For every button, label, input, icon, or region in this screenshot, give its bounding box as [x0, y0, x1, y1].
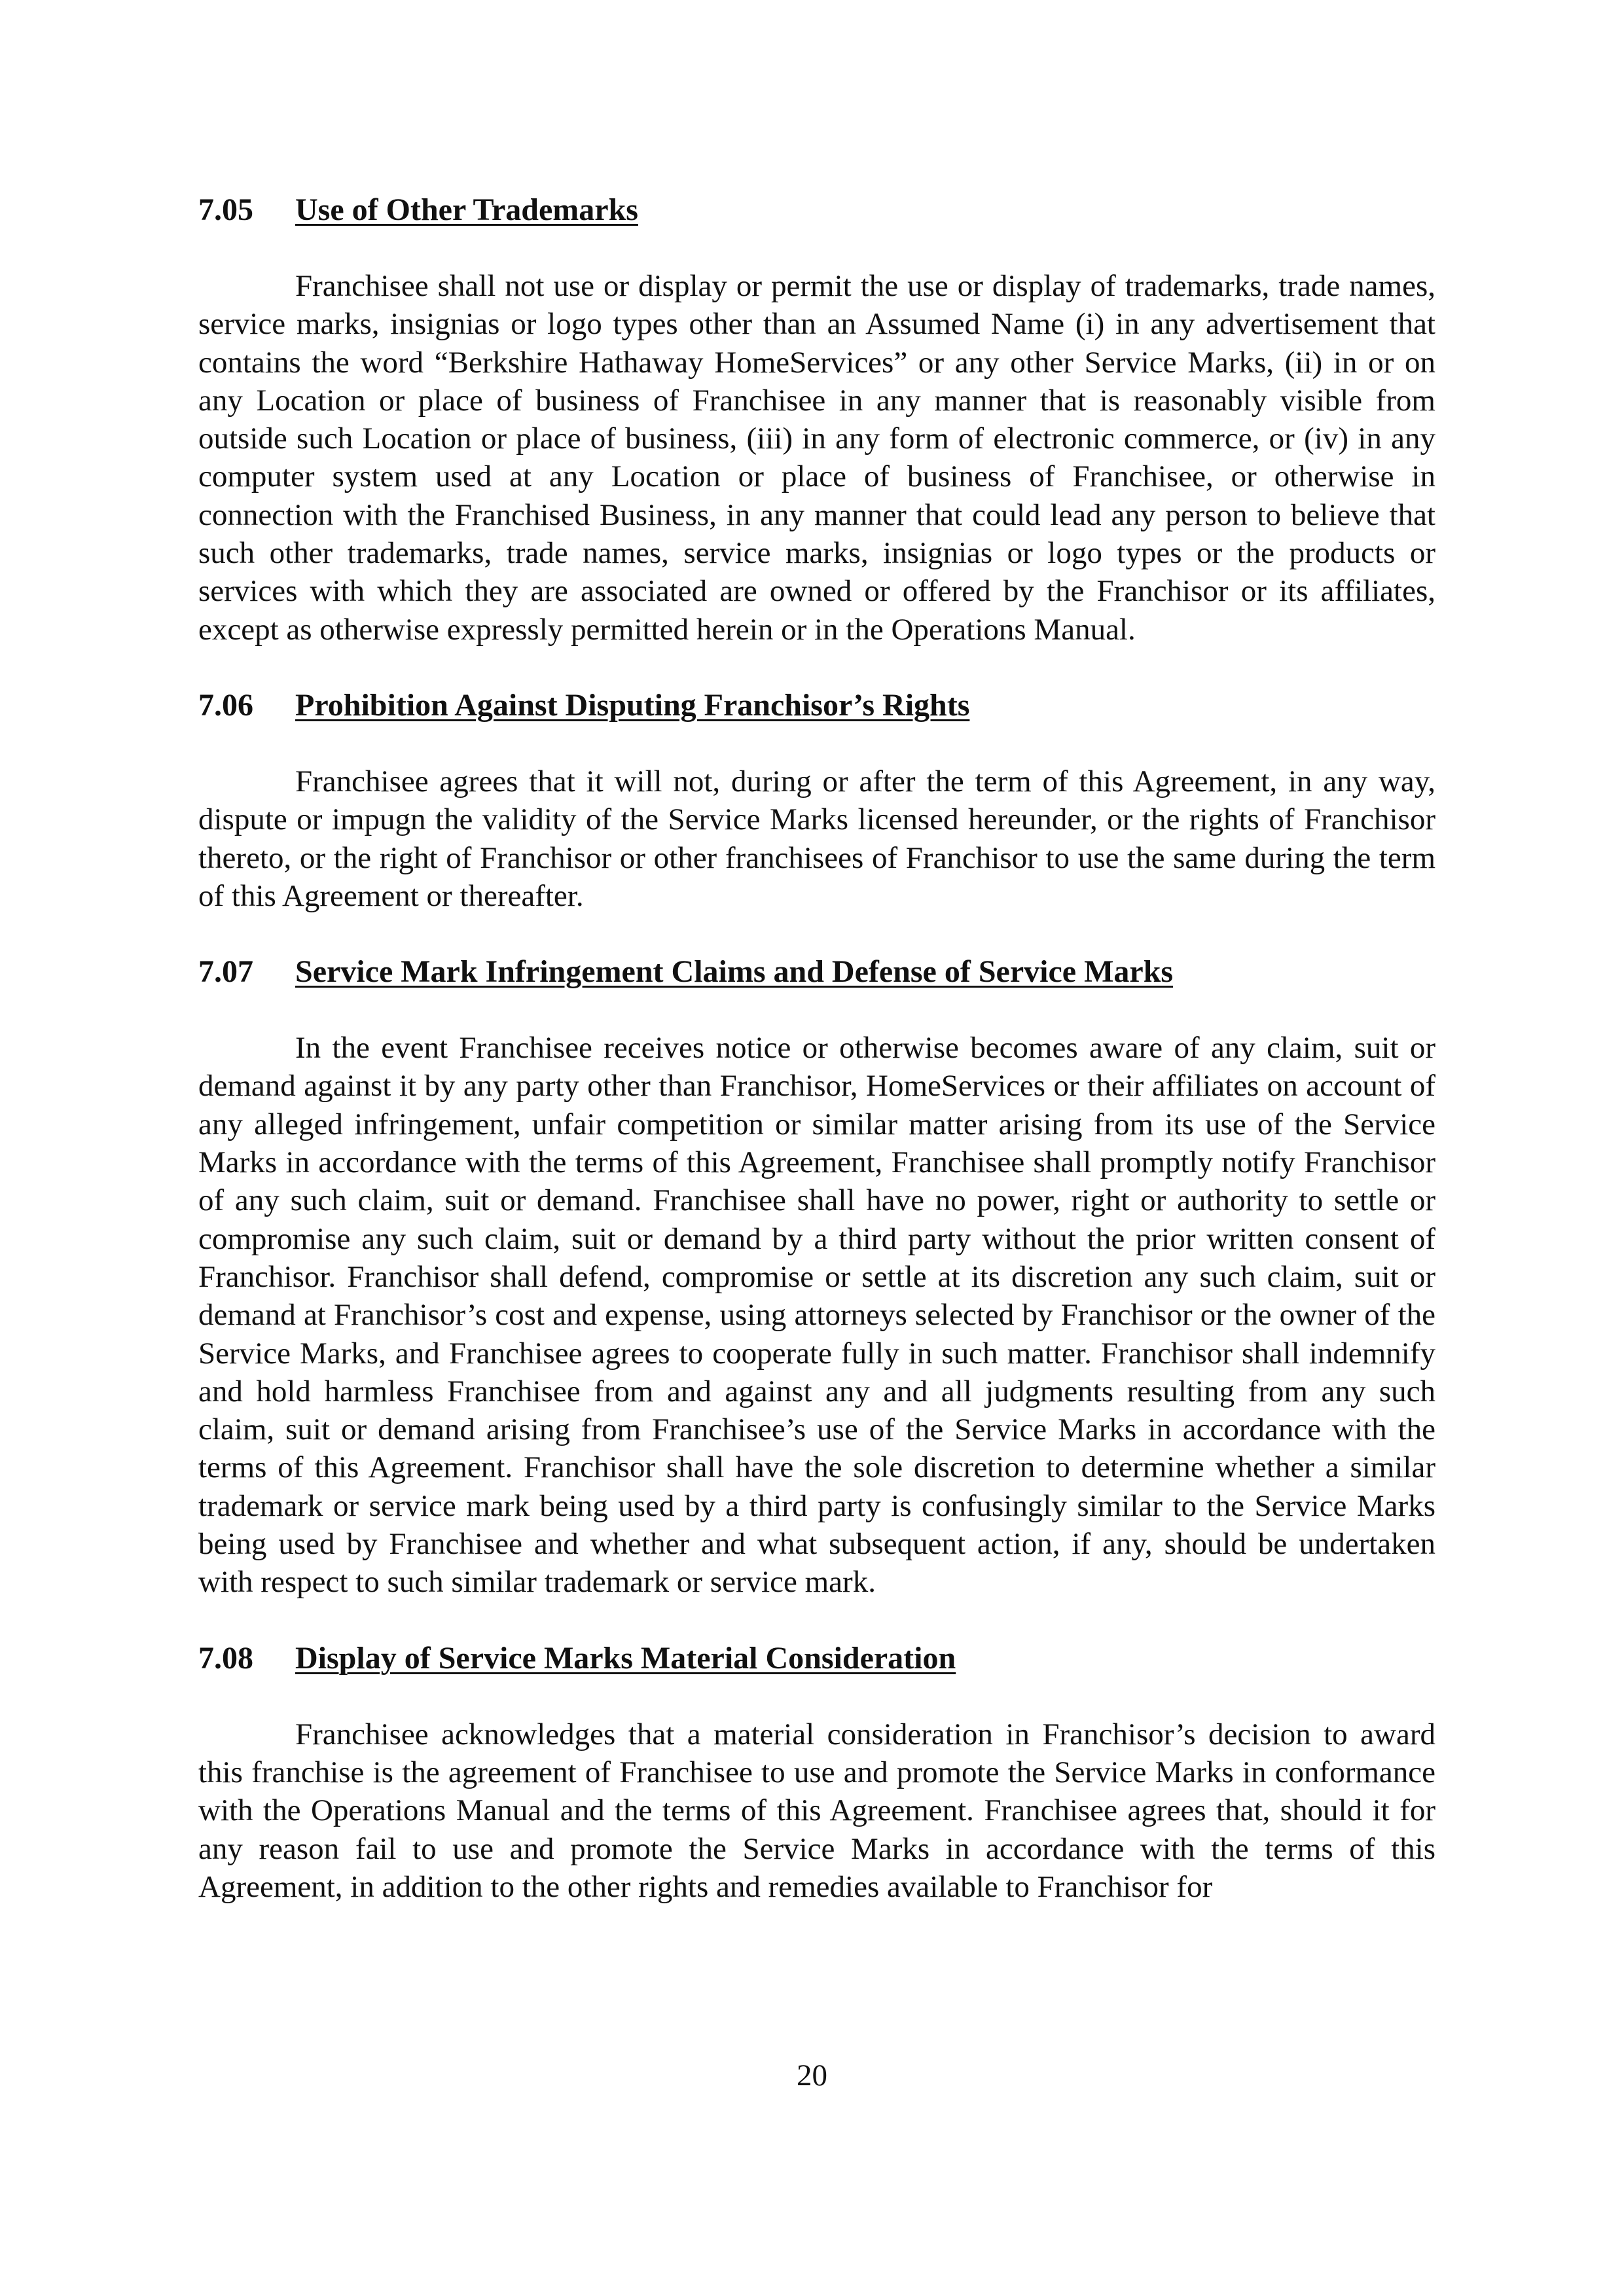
page-number: 20 — [797, 2058, 827, 2092]
section-7-08 — [198, 1640, 1435, 1906]
section-number: 7.05 — [198, 192, 253, 227]
section-heading — [198, 191, 1435, 229]
section-7-07 — [198, 953, 1435, 1601]
section-body: Franchisee acknowledges that a material consideration in Franchisor’s decision to award this franchise is the agreement of Franchisee to use and promote the Service Marks in conformance with the Operations Manual and the terms of this Agreement. Franchisee agrees that, should it for any reason fail to use and promote the Service Marks in accordance with the terms of this Agreement, in addition to the other rights and remedies available to Franchisor for — [198, 1717, 1435, 1904]
section-title: Service Mark Infringement Claims and Defense of Service Marks — [295, 954, 1174, 990]
section-7-05 — [198, 191, 1435, 649]
section-number: 7.07 — [198, 954, 253, 990]
section-heading — [198, 687, 1435, 725]
section-body: Franchisee agrees that it will not, during or after the term of this Agreement, in any way, dispute or impugn the validity of the Service Marks licensed hereunder, or the rights of Franchisor thereto, or the right of Franchisor or other franchisees of Franchisor to use the same during the term of this Agreement or thereafter. — [198, 764, 1435, 913]
section-number: 7.08 — [198, 1640, 253, 1676]
section-title: Display of Service Marks Material Consideration — [295, 1640, 956, 1676]
section-title: Prohibition Against Disputing Franchisor’s Rights — [295, 687, 970, 723]
section-7-06 — [198, 687, 1435, 915]
section-heading — [198, 953, 1435, 991]
section-title: Use of Other Trademarks — [295, 192, 638, 227]
section-heading — [198, 1640, 1435, 1677]
page-content — [198, 191, 1435, 1944]
section-number: 7.06 — [198, 687, 253, 723]
section-body: In the event Franchisee receives notice or otherwise becomes aware of any claim, suit or demand against it by any party other than Franchisor, HomeServices or their affiliates on account of any alleged infringement, unfair competition or similar matter arising from its use of the Service Marks in accordance with the terms of this Agreement, Franchisee shall promptly notify Franchisor of any such claim, suit or demand. Franchisee shall have no power, right or authority to settle or compromise any such claim, suit or demand by a third party without the prior written consent of Franchisor. Franchisor shall defend, compromise or settle at its discretion any such claim, suit or demand at Franchisor’s cost and expense, using attorneys selected by Franchisor or the owner of the Service Marks, and Franchisee agrees to cooperate fully in such matter. Franchisor shall indemnify and hold harmless Franchisee from and against any and all judgments resulting from any such claim, suit or demand arising from Franchisee’s use of the Service Marks in accordance with the terms of this Agreement. Franchisor shall have the sole discretion to determine whether a similar trademark or service mark being used by a third party is confusingly similar to the Service Marks being used by Franchisee and whether and what subsequent action, if any, should be undertaken with respect to such similar trademark or service mark. — [198, 1031, 1435, 1600]
section-body: Franchisee shall not use or display or permit the use or display of trademarks, trade names, service marks, insignias or logo types other than an Assumed Name (i) in any advertisement that contains the word “Berkshire Hathaway HomeServices” or any other Service Marks, (ii) in or on any Location or place of business of Franchisee in any manner that is reasonably visible from outside such Location or place of business, (iii) in any form of electronic commerce, or (iv) in any computer system used at any Location or place of business of Franchisee, or otherwise in connection with the Franchised Business, in any manner that could lead any person to believe that such other trademarks, trade names, service marks, insignias or logo types or the products or services with which they are associated are owned or offered by the Franchisor or its affiliates, except as otherwise expressly permitted herein or in the Operations Manual. — [198, 269, 1435, 647]
